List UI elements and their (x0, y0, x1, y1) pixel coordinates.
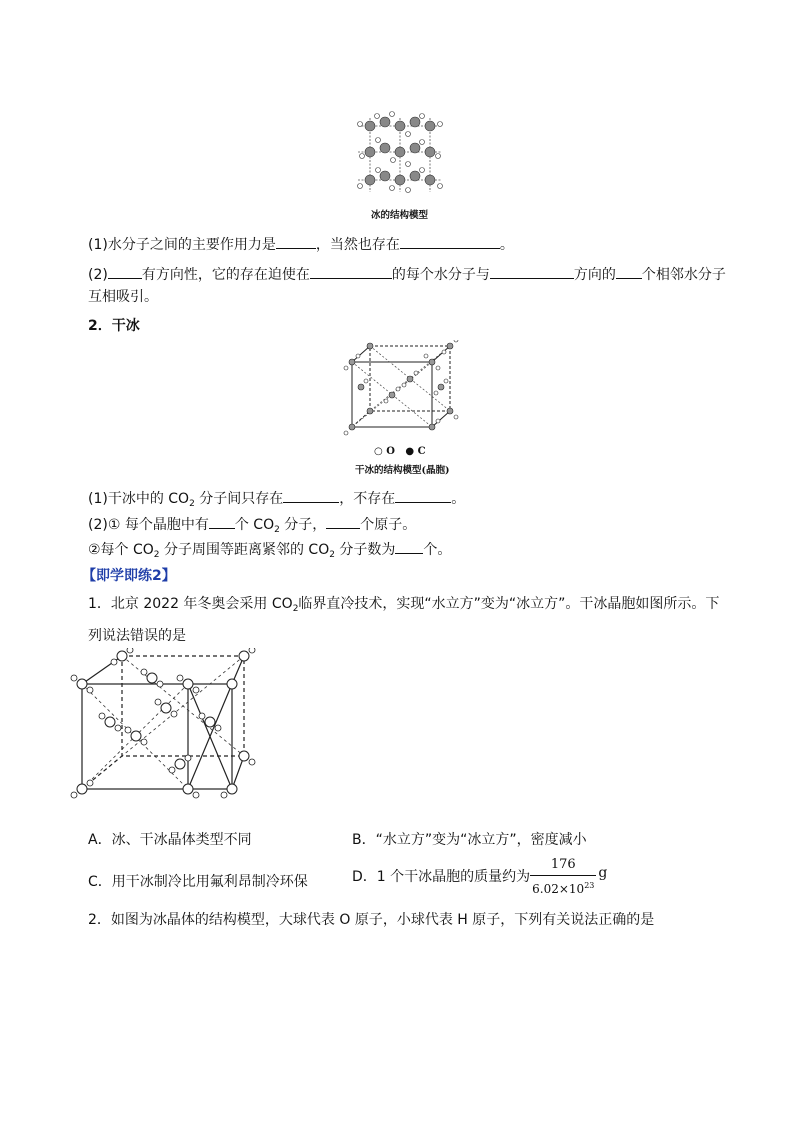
dry-ice-question-2 (88, 514, 416, 535)
dry-ice-legend (374, 446, 426, 457)
dry-ice-figure-caption: 干冰的结构模型(晶胞) (355, 465, 450, 476)
legend-label-o: O (386, 446, 395, 457)
ice-q2-text-d: 方向的 (573, 267, 616, 283)
ice-question-1 (88, 234, 514, 255)
practice-question-2: 2．如图为冰晶体的结构模型，大球代表 O 原子，小球代表 H 原子，下列有关说法正确的是 (88, 912, 655, 928)
ice-q1-text-b: ，当然也存在 (315, 237, 400, 253)
dry-ice-q1-text-d: 。 (451, 491, 466, 507)
dry-ice-question-1 (88, 488, 465, 509)
ice-q1-text-a: (1)水分子之间的主要作用力是 (88, 237, 276, 253)
subscript: 2 (274, 525, 280, 535)
dry-ice-q3-text-a: ②每个 CO (88, 542, 154, 558)
dry-ice-q2-text-c: 分子， (279, 517, 327, 533)
dry-ice-q2-text-a: (2)① 每个晶胞中有 (88, 517, 209, 533)
ice-q1-text-c: 。 (499, 237, 514, 253)
dry-ice-unit-cell-large-figure (70, 648, 270, 800)
ice-q2-text-a: (2) (88, 267, 108, 283)
subscript: 2 (189, 499, 195, 509)
ice-question-2-cont: 互相吸引。 (88, 289, 158, 305)
dry-ice-q3-text-d: 个。 (423, 542, 452, 558)
ice-q2-text-c: 的每个水分子与 (391, 267, 490, 283)
carbon-legend-icon: ● (405, 446, 415, 457)
answer-blank (616, 264, 642, 279)
ice-q2-text-e: 个相邻水分子 (641, 267, 726, 283)
option-a[interactable]: A．冰、干冰晶体类型不同 (88, 832, 252, 848)
oxygen-legend-icon: ○ (374, 446, 383, 457)
option-d[interactable] (352, 857, 607, 897)
answer-blank (395, 488, 451, 503)
answer-blank (326, 514, 360, 529)
practice-q1-text-b: 临界直冷技术，实现“水立方”变为“冰立方”。干冰晶胞如图所示。下 (298, 596, 720, 612)
dry-ice-q3-text-c: 分子数为 (334, 542, 396, 558)
practice-title: 【即学即练2】 (82, 568, 176, 584)
option-c[interactable]: C．用干冰制冷比用氟利昂制冷环保 (88, 874, 308, 890)
practice-question-1-line-1 (88, 594, 719, 614)
answer-blank (310, 264, 392, 279)
dry-ice-question-3 (88, 539, 451, 560)
fraction-numerator: 176 (550, 857, 576, 872)
option-b[interactable]: B．“水立方”变为“冰立方”，密度减小 (352, 832, 587, 848)
answer-blank (276, 234, 316, 249)
option-d-text: D．1 个干冰晶胞的质量约为 (352, 869, 531, 885)
ice-question-2 (88, 264, 726, 285)
dry-ice-q2-text-d: 个原子。 (360, 517, 417, 533)
section-heading-dry-ice: 2．干冰 (88, 318, 140, 334)
subscript: 2 (329, 550, 335, 560)
dry-ice-q3-text-b: 分子周围等距离紧邻的 CO (159, 542, 330, 558)
denominator-exponent: 23 (584, 881, 595, 890)
dry-ice-q1-text-c: ，不存在 (339, 491, 396, 507)
dry-ice-q2-text-b: 个 CO (234, 517, 275, 533)
answer-blank (395, 539, 423, 554)
denominator-base: 6.02×10 (532, 882, 585, 896)
subscript: 2 (292, 604, 299, 614)
ice-q2-text-b: 有方向性，它的存在迫使在 (141, 267, 310, 283)
dry-ice-q1-text-a: (1)干冰中的 CO (88, 491, 190, 507)
answer-blank (490, 264, 574, 279)
ice-figure-caption: 冰的结构模型 (371, 210, 429, 221)
dry-ice-unit-cell-figure (340, 340, 460, 436)
ice-structure-figure (350, 104, 450, 199)
practice-question-1-line-2: 列说法错误的是 (88, 628, 186, 644)
dry-ice-q1-text-b: 分子间只存在 (194, 491, 284, 507)
fraction-denominator (530, 875, 596, 899)
subscript: 2 (153, 550, 160, 560)
option-d-fraction (530, 855, 596, 899)
answer-blank (283, 488, 339, 503)
answer-blank (400, 234, 500, 249)
practice-q1-text-a: 1．北京 2022 年冬奥会采用 CO (88, 596, 293, 612)
legend-label-c: C (417, 446, 426, 457)
option-d-unit: g (598, 865, 608, 881)
answer-blank (108, 264, 142, 279)
answer-blank (209, 514, 235, 529)
